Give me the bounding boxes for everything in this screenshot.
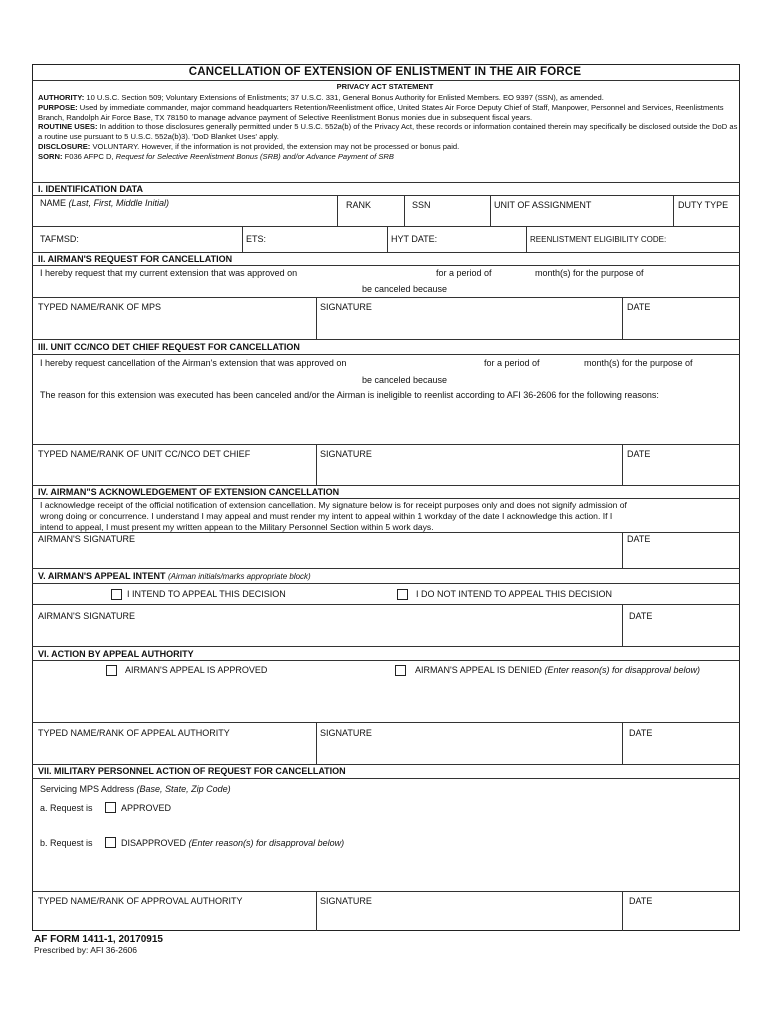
unit-of-assignment-field[interactable]: UNIT OF ASSIGNMENT — [494, 200, 592, 210]
section-2-heading: II. AIRMAN'S REQUEST FOR CANCELLATION — [38, 254, 233, 264]
s3-because-label: be canceled because — [362, 375, 448, 385]
divider — [32, 485, 740, 486]
ssn-field[interactable]: SSN — [412, 200, 431, 210]
appeal-denied-label: AIRMAN'S APPEAL IS DENIED (Enter reason(s) for disapproval below) — [415, 665, 701, 675]
form-title: CANCELLATION OF EXTENSION OF ENLISTMENT IN THE AIR FORCE — [188, 66, 582, 78]
disclosure-paragraph: DISCLOSURE: VOLUNTARY. However, if the information is not provided, the extension may not be processed or bonus paid. — [38, 141, 460, 151]
divider — [32, 891, 740, 892]
s3-date-field[interactable]: DATE — [627, 449, 651, 459]
hyt-date-field[interactable]: HYT DATE: — [391, 234, 438, 244]
s7-signature-field[interactable]: SIGNATURE — [320, 896, 372, 906]
purpose-paragraph: PURPOSE: Used by immediate commander, major command headquarters Retention/Reenlistment office, United States Air Force Deputy Chief of Staff, Manpower, Personnel and Services, Reenlistments Branch, Randolph Air Force Base, TX 78150 to manage advance payment of Selective Reenlistment Bonus monies due in subsequent fiscal years. — [38, 102, 724, 122]
section-3-heading: III. UNIT CC/NCO DET CHIEF REQUEST FOR CANCELLATION — [38, 342, 300, 352]
s3-request-text: I hereby request cancellation of the Airman's extension that was approved on — [40, 358, 347, 368]
request-disapproved-label: DISAPPROVED (Enter reason(s) for disapproval below) — [121, 838, 345, 848]
appeal-approved-checkbox[interactable] — [106, 665, 117, 676]
s2-signature-field[interactable]: SIGNATURE — [320, 302, 372, 312]
s2-typed-name-field[interactable]: TYPED NAME/RANK OF MPS — [38, 302, 162, 312]
reenlistment-eligibility-code-field[interactable]: REENLISTMENT ELIGIBILITY CODE: — [530, 235, 667, 244]
s3-reason-text: The reason for this extension was executed has been canceled and/or the Airman is ineligible to reenlist according to AFI 36-2606 for the following reasons: — [40, 390, 659, 400]
s6-signature-field[interactable]: SIGNATURE — [320, 728, 372, 738]
s2-period-label: for a period of — [436, 268, 492, 278]
divider — [32, 498, 740, 499]
tafmsd-field[interactable]: TAFMSD: — [40, 234, 79, 244]
divider — [32, 660, 740, 661]
intend-to-appeal-label: I INTEND TO APPEAL THIS DECISION — [127, 589, 286, 599]
section-1-heading: I. IDENTIFICATION DATA — [38, 184, 143, 194]
request-disapproved-prefix: b. Request is — [40, 838, 93, 848]
s7-typed-name-field[interactable]: TYPED NAME/RANK OF APPROVAL AUTHORITY — [38, 896, 243, 906]
s3-period-label: for a period of — [484, 358, 540, 368]
sorn-paragraph: SORN: F036 AFPC D, Request for Selective Reenlistment Bonus (SRB) and/or Advance Payment of SRB — [38, 151, 394, 161]
appeal-denied-checkbox[interactable] — [395, 665, 406, 676]
divider — [32, 532, 740, 533]
s6-date-field[interactable]: DATE — [629, 728, 653, 738]
divider — [32, 339, 740, 340]
section-7-heading: VII. MILITARY PERSONNEL ACTION OF REQUEST FOR CANCELLATION — [38, 766, 346, 776]
name-field[interactable]: NAME (Last, First, Middle Initial) — [40, 198, 170, 208]
divider — [32, 80, 740, 81]
intend-to-appeal-checkbox[interactable] — [111, 589, 122, 600]
servicing-mps-address-field[interactable]: Servicing MPS Address (Base, State, Zip Code) — [40, 784, 231, 794]
form-number: AF FORM 1411-1, 20170915 — [34, 934, 163, 945]
not-intend-to-appeal-checkbox[interactable] — [397, 589, 408, 600]
s2-request-text: I hereby request that my current extension that was approved on — [40, 268, 298, 278]
divider — [32, 252, 740, 253]
s7-date-field[interactable]: DATE — [629, 896, 653, 906]
divider — [32, 568, 740, 569]
divider — [32, 646, 740, 647]
prescribed-by: Prescribed by: AFI 36-2606 — [34, 945, 138, 955]
rank-field[interactable]: RANK — [346, 200, 372, 210]
s4-ack-line-2: wrong doing or concurrence. I understand I may appeal and must render my intent to appeal within 1 workday of the date I acknowledge this action. If I — [40, 511, 613, 521]
s2-date-field[interactable]: DATE — [627, 302, 651, 312]
s2-months-label: month(s) for the purpose of — [535, 268, 644, 278]
s3-signature-field[interactable]: SIGNATURE — [320, 449, 372, 459]
divider — [32, 195, 740, 196]
appeal-approved-label: AIRMAN'S APPEAL IS APPROVED — [125, 665, 268, 675]
divider — [32, 444, 740, 445]
divider — [32, 583, 740, 584]
divider — [32, 778, 740, 779]
divider — [32, 722, 740, 723]
divider — [32, 297, 740, 298]
privacy-heading: PRIVACY ACT STATEMENT — [336, 82, 434, 91]
divider — [32, 604, 740, 605]
duty-type-field[interactable]: DUTY TYPE — [678, 200, 729, 210]
section-4-heading: IV. AIRMAN"S ACKNOWLEDGEMENT OF EXTENSION CANCELLATION — [38, 487, 340, 497]
s3-typed-name-field[interactable]: TYPED NAME/RANK OF UNIT CC/NCO DET CHIEF — [38, 449, 251, 459]
routine-uses-paragraph: ROUTINE USES: In addition to those disclosures generally permitted under 5 U.S.C. 552a(b) of the Privacy Act, these records or information contained therein may specifically be disclosed outside the DoD as a routine use pursuant to 5 U.S.C. 552a(b)3). 'DoD Blanket Uses' apply. — [38, 122, 738, 142]
divider — [32, 182, 740, 183]
authority-paragraph: AUTHORITY: 10 U.S.C. Section 509; Voluntary Extensions of Enlistments; 37 U.S.C. 331, General Bonus Authority for Enlisted Members. EO 9397 (SSN), as amended. — [38, 93, 604, 102]
divider — [32, 764, 740, 765]
s4-date-field[interactable]: DATE — [627, 534, 651, 544]
request-disapproved-checkbox[interactable] — [105, 837, 116, 848]
s6-typed-name-field[interactable]: TYPED NAME/RANK OF APPEAL AUTHORITY — [38, 728, 230, 738]
divider — [32, 354, 740, 355]
request-approved-checkbox[interactable] — [105, 802, 116, 813]
privacy-statement — [38, 93, 738, 162]
divider — [32, 265, 740, 266]
s3-months-label: month(s) for the purpose of — [584, 358, 693, 368]
section-5-heading: V. AIRMAN'S APPEAL INTENT (Airman initials/marks appropriate block) — [38, 571, 311, 581]
s2-because-label: be canceled because — [362, 284, 448, 294]
request-approved-label: APPROVED — [121, 803, 172, 813]
s5-date-field[interactable]: DATE — [629, 611, 653, 621]
not-intend-to-appeal-label: I DO NOT INTEND TO APPEAL THIS DECISION — [416, 589, 613, 599]
request-approved-prefix: a. Request is — [40, 803, 93, 813]
s5-airman-signature-field[interactable]: AIRMAN'S SIGNATURE — [38, 611, 136, 621]
s4-airman-signature-field[interactable]: AIRMAN'S SIGNATURE — [38, 534, 136, 544]
section-6-heading: VI. ACTION BY APPEAL AUTHORITY — [38, 649, 194, 659]
s4-ack-line-1: I acknowledge receipt of the official notification of extension cancellation. My signature below is for receipt purposes only and does not signify admission of — [40, 500, 627, 510]
ets-field[interactable]: ETS: — [246, 234, 267, 244]
s4-ack-line-3: intend to appeal, I must present my written appean to the Military Personnel Section within 5 work days. — [40, 522, 434, 532]
divider — [32, 226, 740, 227]
